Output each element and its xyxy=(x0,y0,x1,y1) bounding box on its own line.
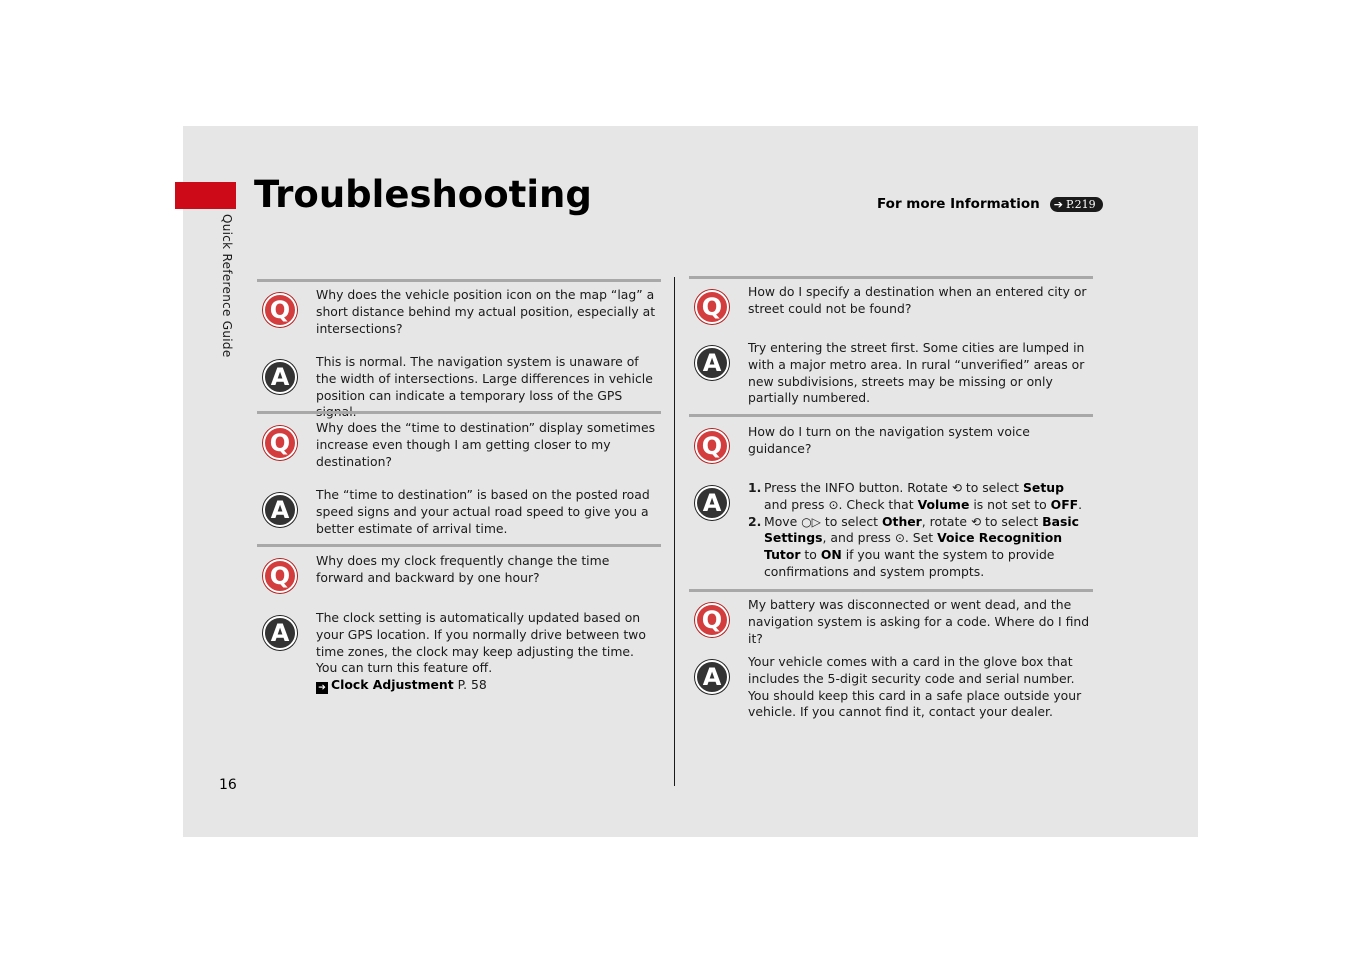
page-number: 16 xyxy=(219,777,237,793)
step-number: 1. xyxy=(748,480,762,495)
step-text: . Set xyxy=(904,530,934,546)
answer-text: The “time to destination” is based on the posted road speed signs and your actual road speed to give you a better estimate of arrival time. xyxy=(316,487,650,536)
step-keyword: OFF xyxy=(1050,496,1079,512)
step-text: if you want the system to provide confirmations and system prompts. xyxy=(764,547,1055,579)
answer-block xyxy=(316,610,656,694)
question-icon: Q xyxy=(695,429,729,463)
answer-text: Your vehicle comes with a card in the glove box that includes the 5-digit security code and serial number. You should keep this card in a safe place outside your vehicle. If you cannot find it, contact your dealer. xyxy=(748,654,1082,720)
step-number: 2. xyxy=(748,513,762,529)
step-keyword: ON xyxy=(820,547,842,563)
question-text: Why does my clock frequently change the time forward and backward by one hour? xyxy=(316,553,610,585)
question-text: My battery was disconnected or went dead, and the navigation system is asking for a code. Where do I find it? xyxy=(748,597,1090,646)
step-keyword: Other xyxy=(882,513,922,529)
step-keyword: Volume xyxy=(917,496,970,512)
step-text: . Check that xyxy=(838,496,914,512)
step-2 xyxy=(748,514,1090,581)
step-text: to select xyxy=(984,513,1039,529)
question-text: How do I specify a destination when an entered city or street could not be found? xyxy=(748,284,1087,316)
section-tab xyxy=(175,182,236,209)
section-rule xyxy=(689,414,1093,417)
interface-dial-rotate-icon: ⟲ xyxy=(951,481,962,495)
step-text: is not set to xyxy=(973,496,1047,512)
more-info-page: P.219 xyxy=(1065,197,1096,211)
question-icon: Q xyxy=(695,603,729,637)
xref-label: Clock Adjustment xyxy=(331,677,454,693)
section-rule xyxy=(689,276,1093,279)
answer-text: This is normal. The navigation system is unaware of the width of intersections. Large differences in vehicle position can indicate a temporary loss of the GPS xyxy=(316,354,653,403)
step-text: Move xyxy=(764,513,798,529)
answer-icon: A xyxy=(263,493,297,527)
question-icon: Q xyxy=(263,559,297,593)
side-label: Quick Reference Guide xyxy=(220,214,234,358)
step-1 xyxy=(748,480,1090,514)
step-keyword: Voice Recognition Tutor xyxy=(764,530,1063,563)
step-text: to select xyxy=(965,480,1020,495)
answer-steps xyxy=(748,480,1090,581)
step-keyword: Setup xyxy=(1023,480,1064,495)
section-rule xyxy=(257,411,661,414)
question-icon: Q xyxy=(263,293,297,327)
section-rule xyxy=(257,279,661,282)
xref-link[interactable] xyxy=(316,677,487,692)
answer-text: The clock setting is automatically updated based on your GPS location. If you normally drive between two time zones, the clock may keep adjusting the time. You can turn this feature off. xyxy=(316,610,646,676)
question-icon: Q xyxy=(263,426,297,460)
answer-icon: A xyxy=(695,346,729,380)
answer-icon: A xyxy=(695,660,729,694)
column-divider xyxy=(674,277,675,786)
section-rule xyxy=(689,589,1093,592)
step-text: . xyxy=(1078,496,1083,512)
step-text: to xyxy=(804,547,817,563)
answer-icon: A xyxy=(695,486,729,520)
cross-reference-arrow-icon: ➔ xyxy=(316,682,328,694)
step-text: to select xyxy=(824,513,879,529)
interface-dial-move-icon: ○▷ xyxy=(801,514,821,529)
interface-dial-press-icon: ⊙ xyxy=(894,531,905,546)
interface-dial-press-icon: ⊙ xyxy=(828,497,839,512)
step-text: and press xyxy=(764,496,825,512)
arrow-right-icon: ➔ xyxy=(1053,197,1063,211)
answer-icon: A xyxy=(263,616,297,650)
step-keyword: Basic Settings xyxy=(764,513,1079,546)
question-text: Why does the vehicle position icon on the map “lag” a short distance behind my actual position, especially at intersections? xyxy=(316,287,656,336)
question-text: Why does the “time to destination” display sometimes increase even though I am getting closer to my destination? xyxy=(316,420,656,469)
xref-page: P. 58 xyxy=(457,677,487,693)
more-info xyxy=(877,196,1103,212)
step-text: , rotate xyxy=(921,513,968,529)
question-icon: Q xyxy=(695,290,729,324)
answer-text: Try entering the street first. Some cities are lumped in with a major metro area. In rural “unverified” areas or new subdivisions, streets may be missing or only partially numbered. xyxy=(748,340,1085,406)
more-info-link[interactable] xyxy=(1050,197,1103,212)
interface-dial-rotate-icon: ⟲ xyxy=(970,514,982,529)
question-text: How do I turn on the navigation system voice guidance? xyxy=(748,424,1030,456)
page-title: Troubleshooting xyxy=(254,173,592,216)
more-info-label: For more Information xyxy=(877,196,1040,212)
step-text: Press the INFO button. Rotate xyxy=(764,480,948,495)
section-rule xyxy=(257,544,661,547)
step-text: , and press xyxy=(822,530,891,546)
answer-icon: A xyxy=(263,360,297,394)
